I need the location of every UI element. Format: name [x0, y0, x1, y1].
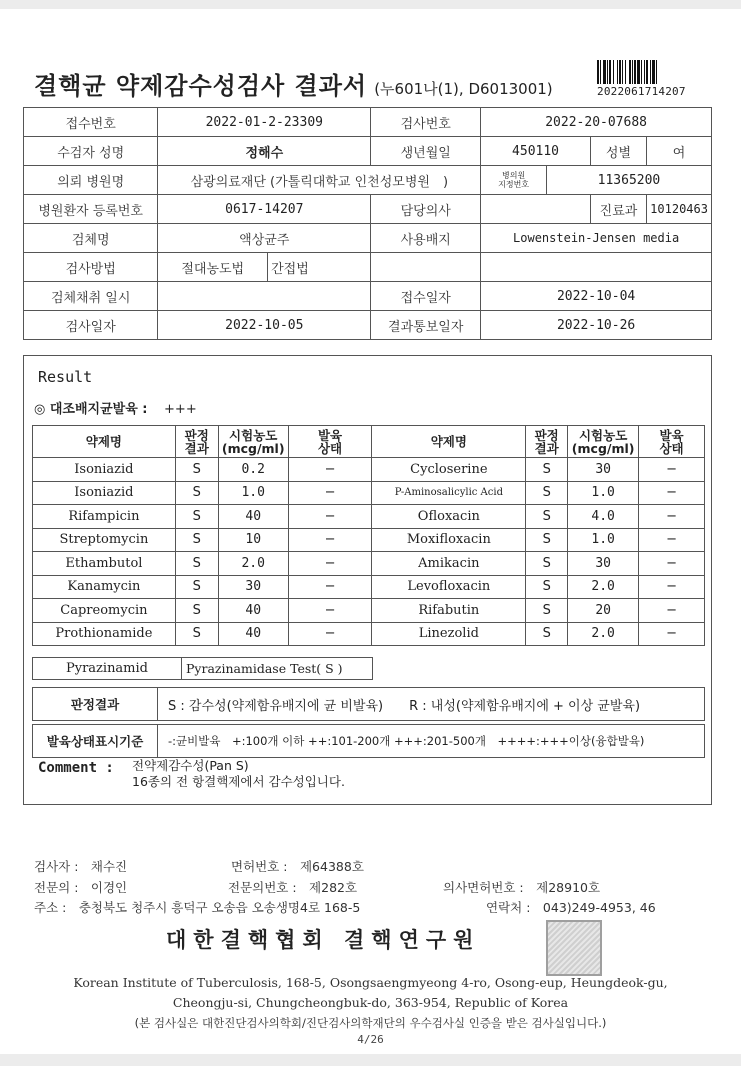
drug-name: P-Aminosalicylic Acid	[372, 481, 526, 505]
dept-label: 진료과	[590, 195, 646, 224]
header-conc-left-line1: 시험농도	[229, 427, 278, 443]
dept-value: 10120463	[647, 195, 712, 224]
drug-result: S	[175, 528, 218, 552]
test-no-label: 검사번호	[371, 108, 481, 137]
drug-name: Cycloserine	[372, 458, 526, 482]
receipt-no-label: 접수번호	[24, 108, 158, 137]
comment-label: Comment :	[38, 760, 114, 776]
drug-result: S	[526, 481, 568, 505]
drug-name: Levofloxacin	[372, 575, 526, 599]
examiner-license: 면허번호 : 제64388호	[231, 859, 364, 874]
english-address-line-2: Cheongju-si, Chungcheongbuk-do, 363-954, Republic of Korea	[172, 995, 569, 1010]
header-drug-left: 약제명	[33, 426, 176, 458]
table-row	[33, 481, 705, 505]
header-conc-left-line2: (mcg/ml)	[221, 440, 285, 456]
drug-growth: −	[288, 622, 372, 646]
drug-growth: −	[288, 552, 372, 576]
official-seal-icon	[546, 920, 602, 976]
drug-concentration: 1.0	[218, 481, 288, 505]
bottom-edge	[0, 1054, 741, 1066]
hospital-label: 의뢰 병원명	[24, 166, 158, 195]
receipt-no: 2022-01-2-23309	[158, 108, 371, 137]
drug-growth: −	[639, 505, 705, 529]
colony-growth	[34, 398, 197, 417]
patient-name: 정해수	[158, 137, 371, 166]
method-indirect: 간접법	[268, 253, 371, 282]
drug-growth: −	[639, 622, 705, 646]
drug-concentration: 10	[218, 528, 288, 552]
specimen-label: 검체명	[24, 224, 158, 253]
test-no: 2022-20-07688	[481, 108, 712, 137]
drug-result: S	[175, 552, 218, 576]
drug-concentration: 2.0	[568, 575, 639, 599]
patient-info-table	[23, 107, 712, 340]
drug-growth: −	[288, 575, 372, 599]
drug-growth: −	[639, 575, 705, 599]
method-label: 검사방법	[24, 253, 158, 282]
drug-concentration: 1.0	[568, 528, 639, 552]
sex-value: 여	[647, 137, 712, 166]
patient-reg-label: 병원환자 등록번호	[24, 195, 158, 224]
drug-name: Isoniazid	[33, 481, 176, 505]
table-row	[33, 528, 705, 552]
certification-note: (본 검사실은 대한진단검사의학회/진단검사의학재단의 우수검사실 인증을 받은 검사실입니다.)	[134, 1016, 607, 1030]
doctor-label: 담당의사	[371, 195, 481, 224]
drug-name: Ofloxacin	[372, 505, 526, 529]
test-date-label: 검사일자	[24, 311, 158, 340]
drug-results-table	[32, 425, 705, 646]
drug-growth: −	[639, 481, 705, 505]
specimen-value: 액상균주	[158, 224, 371, 253]
doctor-value	[481, 195, 591, 224]
drug-growth: −	[639, 528, 705, 552]
drug-result: S	[526, 622, 568, 646]
method-absolute: 절대농도법	[158, 253, 268, 282]
drug-table-header	[33, 426, 705, 458]
table-row	[33, 575, 705, 599]
specialist-license: 전문의번호 : 제282호	[228, 880, 358, 895]
table-row	[33, 552, 705, 576]
drug-name: Streptomycin	[33, 528, 176, 552]
header-judge-left-line1: 판정	[184, 427, 209, 443]
hospital-code: 11365200	[546, 166, 711, 195]
drug-result: S	[175, 599, 218, 623]
drug-result: S	[526, 599, 568, 623]
drug-growth: −	[639, 552, 705, 576]
drug-result: S	[526, 552, 568, 576]
drug-concentration: 30	[218, 575, 288, 599]
judge-legend-text: S : 감수성(약제함유배지에 균 비발육) R : 내성(약제함유배지에 + 이상 균발육)	[158, 688, 705, 721]
institute-name: 대한결핵협회 결핵연구원	[166, 928, 481, 952]
header-conc-right-line2: (mcg/ml)	[571, 440, 635, 456]
title-code: (누601나(1), D6013001)	[374, 80, 553, 98]
growth-legend-label: 발육상태표시기준	[33, 725, 158, 758]
header-judge-right-line1: 판정	[534, 427, 559, 443]
drug-result: S	[526, 575, 568, 599]
header-growth-left	[288, 426, 372, 458]
drug-concentration: 20	[568, 599, 639, 623]
pyrazinamidase-test: Pyrazinamidase Test( S )	[182, 658, 373, 680]
medium-value: Lowenstein-Jensen media	[481, 224, 712, 253]
result-title: Result	[38, 368, 93, 386]
drug-growth: −	[639, 458, 705, 482]
header-judge-right	[526, 426, 568, 458]
barcode-number: 2022061714207	[597, 85, 686, 98]
drug-name: Kanamycin	[33, 575, 176, 599]
drug-result: S	[526, 505, 568, 529]
page-number: 4/26	[357, 1033, 384, 1046]
drug-result: S	[175, 575, 218, 599]
drug-result: S	[175, 622, 218, 646]
header-judge-left	[175, 426, 218, 458]
header-conc-right	[568, 426, 639, 458]
drug-concentration: 40	[218, 622, 288, 646]
drug-concentration: 2.0	[218, 552, 288, 576]
header-judge-right-line2: 결과	[534, 440, 559, 456]
table-row	[33, 458, 705, 482]
sex-label: 성별	[590, 137, 646, 166]
comment-text	[132, 758, 345, 790]
drug-name: Amikacin	[372, 552, 526, 576]
doctor-license: 의사면허번호 : 제28910호	[443, 880, 601, 895]
top-edge	[0, 0, 741, 9]
contact: 연락처 : 043)249-4953, 46	[486, 900, 656, 915]
title-main: 결핵균 약제감수성검사 결과서	[34, 72, 368, 100]
medium-label: 사용배지	[371, 224, 481, 253]
drug-growth: −	[288, 528, 372, 552]
drug-concentration: 0.2	[218, 458, 288, 482]
drug-concentration: 2.0	[568, 622, 639, 646]
birth-date: 450110	[481, 137, 591, 166]
table-row	[33, 622, 705, 646]
hospital-code-label	[481, 166, 547, 195]
receipt-date: 2022-10-04	[481, 282, 712, 311]
hospital-code-label-line1: 병의원	[501, 171, 526, 180]
result-section	[23, 355, 712, 805]
drug-growth: −	[288, 481, 372, 505]
english-address-line-1: Korean Institute of Tuberculosis, 168-5, Osongsaengmyeong 4-ro, Osong-eup, Heungdeok-gu,	[73, 975, 668, 990]
pyrazinamide-row	[32, 657, 373, 680]
report-date-label: 결과통보일자	[371, 311, 481, 340]
header-drug-right: 약제명	[372, 426, 526, 458]
colony-growth-label: ◎ 대조배지균발육 :	[34, 402, 148, 417]
drug-concentration: 30	[568, 458, 639, 482]
header-conc-left	[218, 426, 288, 458]
drug-name: Moxifloxacin	[372, 528, 526, 552]
drug-concentration: 40	[218, 505, 288, 529]
header-judge-left-line2: 결과	[184, 440, 209, 456]
drug-growth: −	[288, 599, 372, 623]
drug-concentration: 40	[218, 599, 288, 623]
barcode-icon	[597, 60, 699, 84]
test-date: 2022-10-05	[158, 311, 371, 340]
comment-line-2: 16종의 전 항결핵제에서 감수성입니다.	[132, 774, 345, 789]
growth-legend-text: -:균비발육 +:100개 이하 ++:101-200개 +++:201-500개 ++++:+++이상(융합발육)	[158, 725, 705, 758]
patient-name-label: 수검자 성명	[24, 137, 158, 166]
method-empty	[371, 253, 481, 282]
document-title	[34, 66, 553, 101]
drug-concentration: 1.0	[568, 481, 639, 505]
drug-name: Rifampicin	[33, 505, 176, 529]
barcode-bar	[657, 60, 659, 84]
colony-growth-value: +++	[164, 402, 197, 417]
drug-name: Linezolid	[372, 622, 526, 646]
address: 주소 : 충청북도 청주시 흥덕구 오송읍 오송생명4로 168-5	[34, 900, 361, 915]
legend-table	[32, 687, 705, 758]
drug-growth: −	[639, 599, 705, 623]
judge-legend-label: 판정결과	[33, 688, 158, 721]
hospital-code-label-line2: 지정번호	[498, 180, 530, 189]
header-growth-right	[639, 426, 705, 458]
method-empty-right	[481, 253, 712, 282]
barcode-block	[597, 60, 701, 98]
drug-concentration: 30	[568, 552, 639, 576]
drug-result: S	[175, 481, 218, 505]
drug-result: S	[175, 458, 218, 482]
drug-name: Prothionamide	[33, 622, 176, 646]
table-row	[33, 505, 705, 529]
hospital-name: 삼광의료재단 (가톨릭대학교 인천성모병원 )	[158, 166, 481, 195]
drug-result: S	[526, 528, 568, 552]
collect-date	[158, 282, 371, 311]
specialist: 전문의 : 이경인	[34, 880, 128, 895]
examiner: 검사자 : 채수진	[34, 859, 128, 874]
header-growth-left-line1: 발육	[317, 427, 343, 443]
report-date: 2022-10-26	[481, 311, 712, 340]
header-growth-left-line2: 상태	[317, 440, 343, 456]
drug-name: Isoniazid	[33, 458, 176, 482]
header-growth-right-line1: 발육	[659, 427, 684, 443]
birth-label: 생년월일	[371, 137, 481, 166]
table-row	[33, 599, 705, 623]
drug-name: Rifabutin	[372, 599, 526, 623]
receipt-date-label: 접수일자	[371, 282, 481, 311]
drug-growth: −	[288, 505, 372, 529]
drug-name: Ethambutol	[33, 552, 176, 576]
header-conc-right-line1: 시험농도	[578, 427, 628, 443]
comment-line-1: 전약제감수성(Pan S)	[132, 758, 249, 773]
drug-name: Capreomycin	[33, 599, 176, 623]
drug-growth: −	[288, 458, 372, 482]
collect-date-label: 검체채취 일시	[24, 282, 158, 311]
drug-result: S	[175, 505, 218, 529]
header-growth-right-line2: 상태	[659, 440, 684, 456]
drug-concentration: 4.0	[568, 505, 639, 529]
patient-reg-no: 0617-14207	[158, 195, 371, 224]
pyrazinamide-name: Pyrazinamid	[33, 658, 182, 680]
drug-result: S	[526, 458, 568, 482]
